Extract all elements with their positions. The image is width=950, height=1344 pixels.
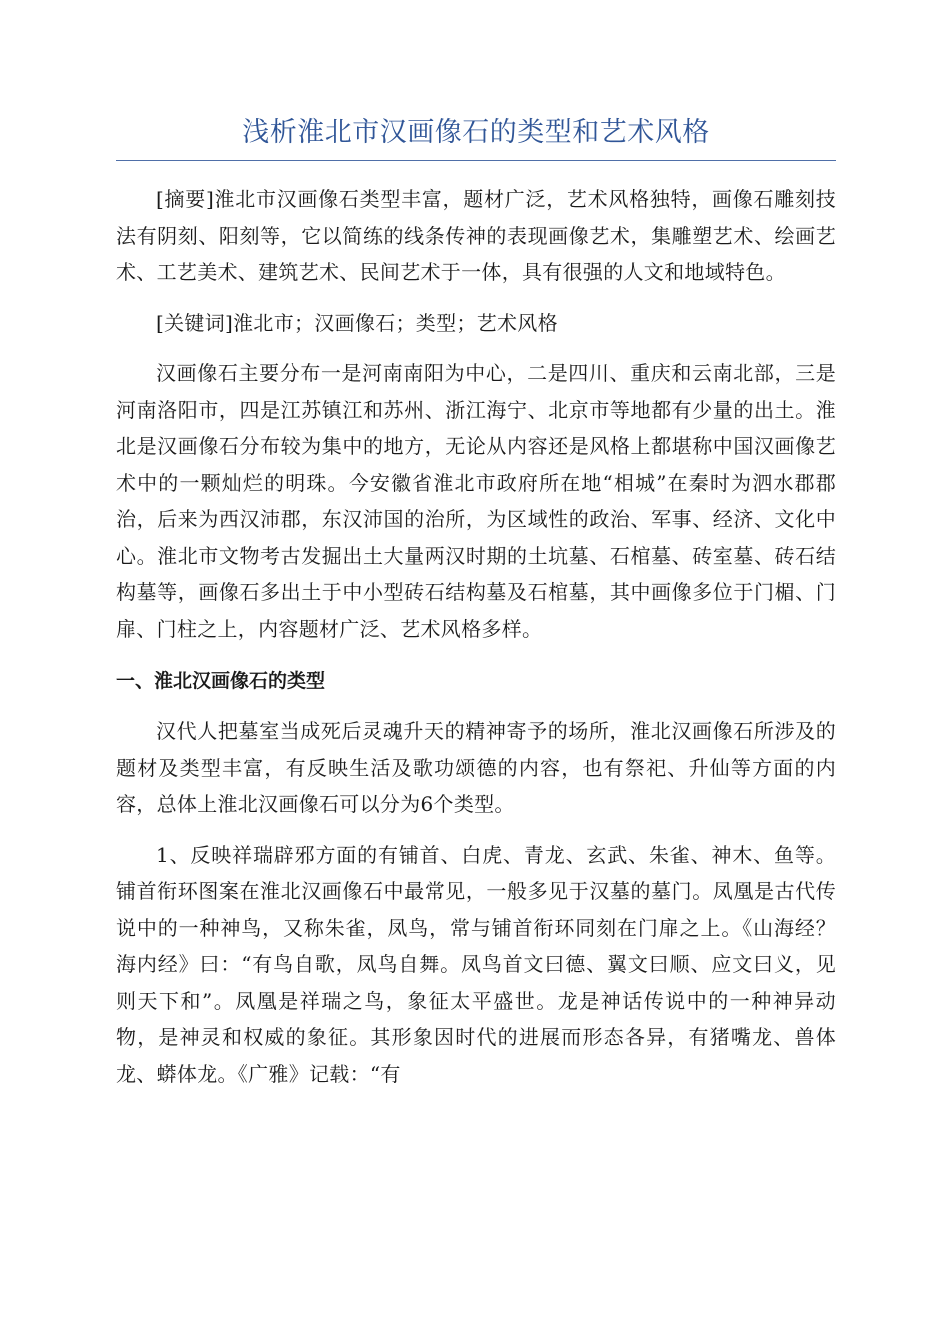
list-item-paragraph: 1、反映祥瑞辟邪方面的有铺首、白虎、青龙、玄武、朱雀、神木、鱼等。铺首衔环图案在淮北汉画像石中最常见，一般多见于汉墓的墓门。凤凰是古代传说中的一种神鸟，又称朱雀，凤鸟，常与铺首衔环同刻在门扉之上。《山海经？海内经》曰：“有鸟自歌，凤鸟自舞。凤鸟首文曰德、翼文曰顺、应文曰义，见则天下和”。凤凰是祥瑞之鸟，象征太平盛世。龙是神话传说中的一种神异动物，是神灵和权威的象征。其形象因时代的进展而形态各异，有猪嘴龙、兽体龙、蟒体龙。《广雅》记载：“有	[116, 842, 836, 1086]
document-page	[116, 108, 836, 1092]
keywords-paragraph: [关键词]淮北市；汉画像石；类型；艺术风格	[156, 310, 558, 335]
abstract-paragraph: [摘要]淮北市汉画像石类型丰富，题材广泛，艺术风格独特，画像石雕刻技法有阴刻、阳刻等，它以简练的线条传神的表现画像艺术，集雕塑艺术、绘画艺术、工艺美术、建筑艺术、民间艺术于一体，具有很强的人文和地域特色。	[116, 187, 836, 284]
section-heading: 一、淮北汉画像石的类型	[116, 670, 326, 692]
intro-paragraph: 汉画像石主要分布一是河南南阳为中心，二是四川、重庆和云南北部，三是河南洛阳市，四是江苏镇江和苏州、浙江海宁、北京市等地都有少量的出土。淮北是汉画像石分布较为集中的地方，无论从内容还是风格上都堪称中国汉画像艺术中的一颗灿烂的明珠。今安徽省淮北市政府所在地“相城”在秦时为泗水郡郡治，后来为西汉沛郡，东汉沛国的治所，为区域性的政治、军事、经济、文化中心。淮北市文物考古发掘出土大量两汉时期的土坑墓、石棺墓、砖室墓、砖石结构墓等，画像石多出土于中小型砖石结构墓及石棺墓，其中画像多位于门楣、门扉、门柱之上，内容题材广泛、艺术风格多样。	[116, 361, 836, 641]
section-paragraph: 汉代人把墓室当成死后灵魂升天的精神寄予的场所，淮北汉画像石所涉及的题材及类型丰富，有反映生活及歌功颂德的内容，也有祭祀、升仙等方面的内容，总体上淮北汉画像石可以分为6个类型。	[116, 719, 836, 816]
document-title: 浅析淮北市汉画像石的类型和艺术风格	[116, 108, 836, 161]
